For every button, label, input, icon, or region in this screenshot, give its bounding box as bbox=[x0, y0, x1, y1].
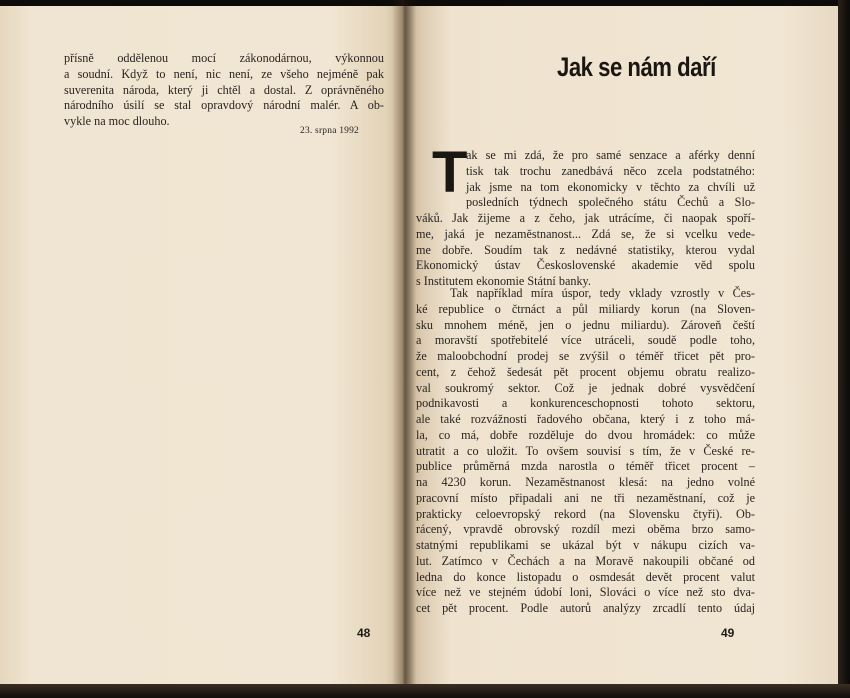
text-line: val soukromý sektor. Což je jednak dobré vysvědčení bbox=[416, 380, 755, 395]
text-line: jak jsme na tom ekonomicky v těchto za chvíli už bbox=[466, 179, 755, 194]
text-line: ké republice o čtrnáct a půl miliardy korun (na Sloven- bbox=[416, 301, 755, 316]
paragraph-1 bbox=[416, 140, 755, 290]
text-line: Tak například míra úspor, tedy vklady vzrostly v Čes- bbox=[450, 286, 755, 300]
text-line: Ekonomický ústav Československé akademie věd spolu bbox=[416, 258, 755, 273]
text-line: vykle na moc dlouho. bbox=[64, 114, 170, 129]
text-line: pracovní místo připadali ani ne tři nezaměstnaní, což je bbox=[416, 490, 755, 505]
text-line: suverenita národa, který ji chtěl a dostal. Z oprávněného bbox=[64, 82, 384, 97]
chapter-title: Jak se nám daří bbox=[557, 52, 716, 82]
text-line: a moravští spotřebitelé více utráceli, soudě podle toho, bbox=[416, 333, 755, 348]
text-line: přísně oddělenou mocí zákonodárnou, výkonnou bbox=[64, 51, 384, 65]
text-line: publice průměrná mzda narostla o téměř třicet procent – bbox=[416, 459, 755, 474]
text-line: tisk tak trochu zanedbává něco zcela podstatného: bbox=[466, 163, 755, 178]
text-line: ak se mi zdá, že pro samé senzace a aférky denní bbox=[466, 148, 755, 162]
book-gutter bbox=[392, 0, 416, 698]
text-line: více než ve stejném údobí loni, Slováci o více než sto dva- bbox=[416, 585, 755, 600]
article-date: 23. srpna 1992 bbox=[300, 126, 360, 136]
text-line: lut. Zatímco v Čechách a na Moravě nakoupili občané od bbox=[416, 553, 755, 568]
text-line: cet pět procent. Podle autorů analýzy zrcadlí tento údaj bbox=[416, 601, 755, 615]
book-edge-right bbox=[838, 0, 850, 698]
page-number-left: 48 bbox=[357, 626, 371, 640]
left-page-text bbox=[64, 51, 384, 130]
text-line: že maloobchodní prodej se zvýšil o téměř třicet pět pro- bbox=[416, 349, 755, 363]
text-line: váků. Jak žijeme a z čeho, jak utrácíme, či naopak spoří- bbox=[416, 211, 755, 225]
text-line: podnikavosti a konkurenceschopnosti tohoto sektoru, bbox=[416, 396, 755, 411]
page-number-right: 49 bbox=[721, 626, 735, 640]
text-line: na 4230 korun. Nezaměstnanost klesá: na jedno volné bbox=[416, 475, 755, 489]
text-line: cent, z čehož šedesát pět procent objemu obratu realizo- bbox=[416, 364, 755, 379]
text-line: a soudní. Když to není, nic není, ze všeho nejméně pak bbox=[64, 66, 384, 81]
paragraph-2 bbox=[416, 286, 755, 617]
drop-cap: T bbox=[432, 140, 468, 205]
text-line: utratit a co uložit. To ovšem souvisí s tím, že v České re- bbox=[416, 443, 755, 458]
text-line: posledních týdnech společného státu Čechů a Slo- bbox=[466, 195, 755, 210]
text-line: me, jaká je nezaměstnanost... Zdá se, že si vcelku vede- bbox=[416, 226, 755, 241]
text-line: rácený, vpravdě obrovský rozdíl mezi oběma brzo samo- bbox=[416, 522, 755, 537]
book-edge-bottom bbox=[0, 684, 850, 698]
text-line: me dobře. Soudím tak z nedávné statistiky, kterou vydal bbox=[416, 242, 755, 257]
text-line: la, co má, dobře rozděluje do dvou hromádek: co může bbox=[416, 427, 755, 442]
text-line: ale také rozvážnosti řadového občana, který i z toho má- bbox=[416, 412, 755, 426]
text-line: statnými republikami se ukázal být v nákupu cizích va- bbox=[416, 538, 755, 552]
text-line: prakticky celoevropský rekord (na Slovensku čtyři). Ob- bbox=[416, 506, 755, 521]
text-line: ledna do konce listopadu o osmdesát devět procent valut bbox=[416, 569, 755, 584]
left-page bbox=[0, 6, 404, 684]
text-line: sku mnohem méně, jen o jednu miliardu). Zároveň čeští bbox=[416, 317, 755, 332]
text-line: s Institutem ekonomie Státní banky. bbox=[416, 274, 591, 288]
text-line: národního úsilí se stal opravdový národní malér. A ob- bbox=[64, 98, 384, 113]
